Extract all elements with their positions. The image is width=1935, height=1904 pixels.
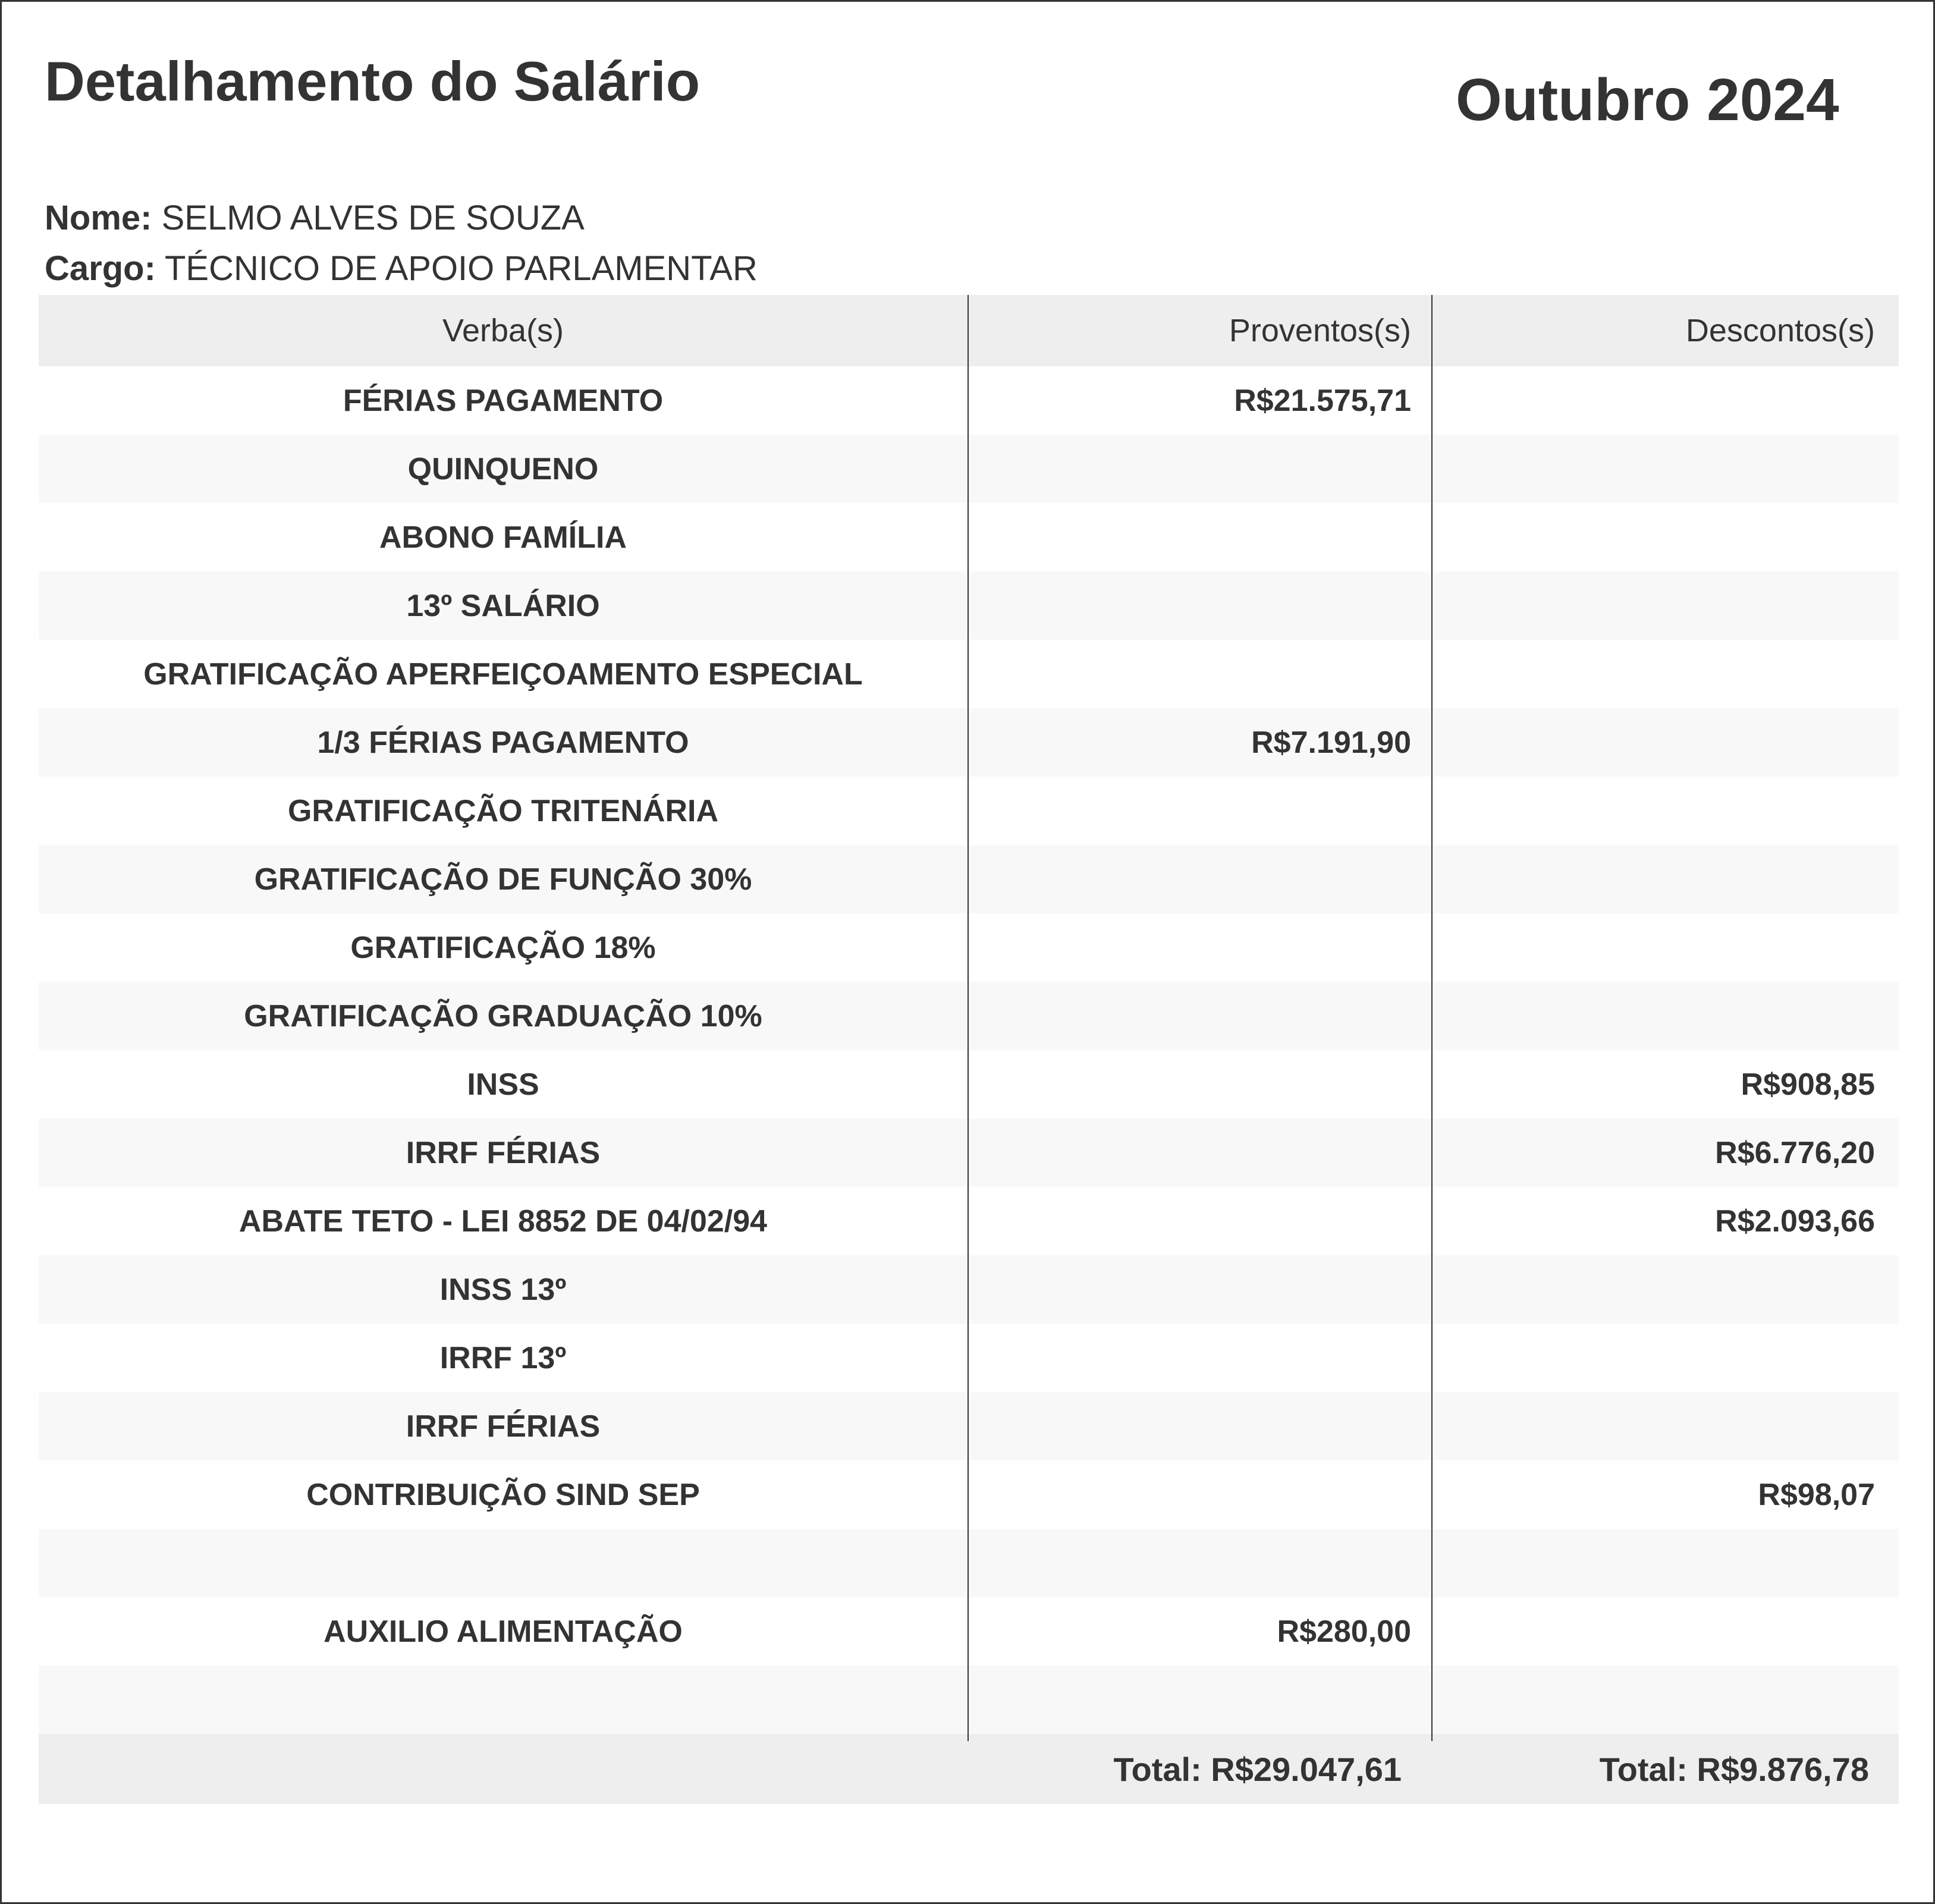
descontos-cell [1431,1255,1899,1324]
verba-cell: 1/3 FÉRIAS PAGAMENTO [317,725,689,760]
descontos-cell [1431,1666,1899,1734]
verba-cell: 13º SALÁRIO [406,588,600,623]
table-row [39,571,1899,640]
table-row [39,1460,1899,1529]
table-row [39,777,1899,845]
table-row [39,845,1899,913]
proventos-cell: R$21.575,71 [1234,383,1411,418]
verba-cell: CONTRIBUIÇÃO SIND SEP [306,1477,700,1512]
employee-name-line [45,198,585,238]
verba-cell: GRATIFICAÇÃO TRITENÁRIA [287,793,719,828]
table-row [39,1597,1899,1666]
descontos-cell: R$6.776,20 [1715,1135,1875,1170]
proventos-cell [968,1050,1431,1118]
table-row [39,640,1899,708]
verba-cell [39,1529,968,1597]
proventos-cell [968,913,1431,982]
proventos-cell [968,640,1431,708]
page-title: Detalhamento do Salário [45,50,701,112]
verba-cell: QUINQUENO [407,451,599,486]
column-header-proventos: Proventos(s) [1229,313,1411,348]
descontos-cell [1431,435,1899,503]
proventos-cell [968,1255,1431,1324]
proventos-cell [968,1324,1431,1392]
column-header-verba: Verba(s) [442,313,564,348]
proventos-cell [968,435,1431,503]
verba-cell: INSS 13º [439,1272,567,1307]
verba-cell: IRRF FÉRIAS [406,1409,601,1444]
verba-cell: GRATIFICAÇÃO APERFEIÇOAMENTO ESPECIAL [143,656,863,692]
table-row [39,366,1899,435]
verba-cell: FÉRIAS PAGAMENTO [343,383,664,418]
descontos-cell [1431,982,1899,1050]
employee-role: TÉCNICO DE APOIO PARLAMENTAR [164,249,758,288]
descontos-cell: R$98,07 [1758,1477,1875,1512]
salary-table [39,295,1899,1804]
period-label: Outubro 2024 [1456,67,1839,133]
verba-cell: GRATIFICAÇÃO GRADUAÇÃO 10% [244,998,762,1033]
employee-role-line [45,249,758,288]
total-proventos: Total: R$29.047,61 [1113,1750,1402,1788]
total-descontos: Total: R$9.876,78 [1599,1750,1869,1788]
descontos-cell [1431,640,1899,708]
verba-cell: IRRF FÉRIAS [406,1135,601,1170]
descontos-cell [1431,913,1899,982]
descontos-cell [1431,1597,1899,1666]
descontos-cell: R$908,85 [1741,1067,1875,1102]
column-divider [968,295,969,1741]
proventos-cell [968,503,1431,571]
descontos-cell: R$2.093,66 [1715,1204,1875,1239]
descontos-cell [1431,571,1899,640]
proventos-cell [968,1529,1431,1597]
column-header-descontos: Descontos(s) [1685,313,1875,348]
table-row [39,503,1899,571]
totals-empty-cell [39,1734,968,1804]
table-row [39,1050,1899,1118]
proventos-cell [968,1118,1431,1187]
descontos-cell [1431,708,1899,777]
descontos-cell [1431,1529,1899,1597]
proventos-cell [968,1460,1431,1529]
verba-cell [39,1666,968,1734]
table-row [39,1324,1899,1392]
proventos-cell [968,845,1431,913]
proventos-cell [968,982,1431,1050]
proventos-cell [968,571,1431,640]
table-header-row [39,295,1899,366]
table-row [39,1392,1899,1460]
descontos-cell [1431,366,1899,435]
descontos-cell [1431,1392,1899,1460]
table-row [39,1666,1899,1734]
table-row [39,1187,1899,1255]
verba-cell: INSS [467,1067,539,1102]
table-row [39,1255,1899,1324]
name-label: Nome: [45,199,152,237]
verba-cell: AUXILIO ALIMENTAÇÃO [323,1614,683,1649]
table-row [39,913,1899,982]
table-row [39,1118,1899,1187]
column-divider [1431,295,1433,1741]
proventos-cell [968,1666,1431,1734]
table-totals-row [39,1734,1899,1804]
descontos-cell [1431,777,1899,845]
descontos-cell [1431,1324,1899,1392]
table-row [39,435,1899,503]
verba-cell: ABONO FAMÍLIA [379,520,627,555]
table-row [39,1529,1899,1597]
proventos-cell [968,1392,1431,1460]
table-row [39,708,1899,777]
verba-cell: GRATIFICAÇÃO 18% [350,930,656,965]
employee-name: SELMO ALVES DE SOUZA [161,199,585,237]
verba-cell: GRATIFICAÇÃO DE FUNÇÃO 30% [254,862,752,897]
proventos-cell: R$7.191,90 [1251,725,1411,760]
verba-cell: ABATE TETO - LEI 8852 DE 04/02/94 [238,1204,768,1239]
proventos-cell: R$280,00 [1277,1614,1411,1649]
role-label: Cargo: [45,249,156,288]
proventos-cell [968,1187,1431,1255]
verba-cell: IRRF 13º [439,1340,567,1375]
table-row [39,982,1899,1050]
descontos-cell [1431,503,1899,571]
proventos-cell [968,777,1431,845]
descontos-cell [1431,845,1899,913]
